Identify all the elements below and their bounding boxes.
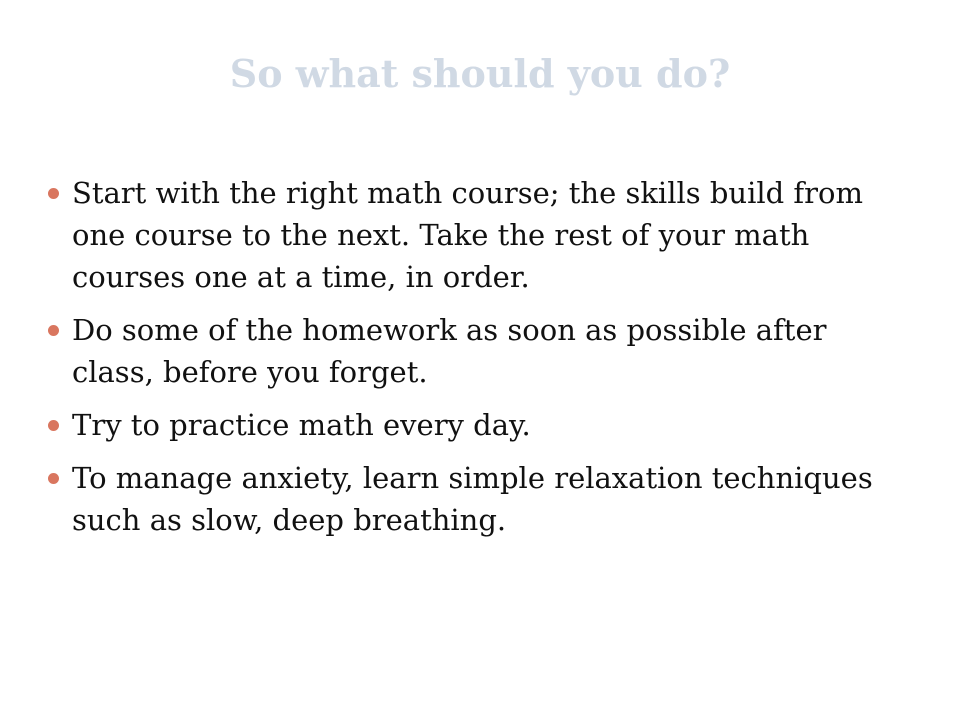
bullet-dot-icon: [48, 325, 59, 336]
slide-title: So what should you do?: [229, 51, 731, 96]
bullet-text: To manage anxiety, learn simple relaxation techniques such as slow, deep breathing.: [72, 461, 873, 537]
bullet-dot-icon: [48, 188, 59, 199]
bullet-dot-icon: [48, 420, 59, 431]
bullet-list: [45, 172, 895, 552]
bullet-item: [45, 172, 895, 298]
bullet-text: Try to practice math every day.: [72, 408, 531, 442]
bullet-item: [45, 457, 895, 541]
bullet-text: Do some of the homework as soon as possible after class, before you forget.: [72, 313, 827, 389]
bullet-item: [45, 309, 895, 393]
bullet-dot-icon: [48, 473, 59, 484]
bullet-text: Start with the right math course; the skills build from one course to the next. Take the rest of your math courses one at a time, in order.: [72, 176, 863, 294]
bullet-item: [45, 404, 895, 446]
